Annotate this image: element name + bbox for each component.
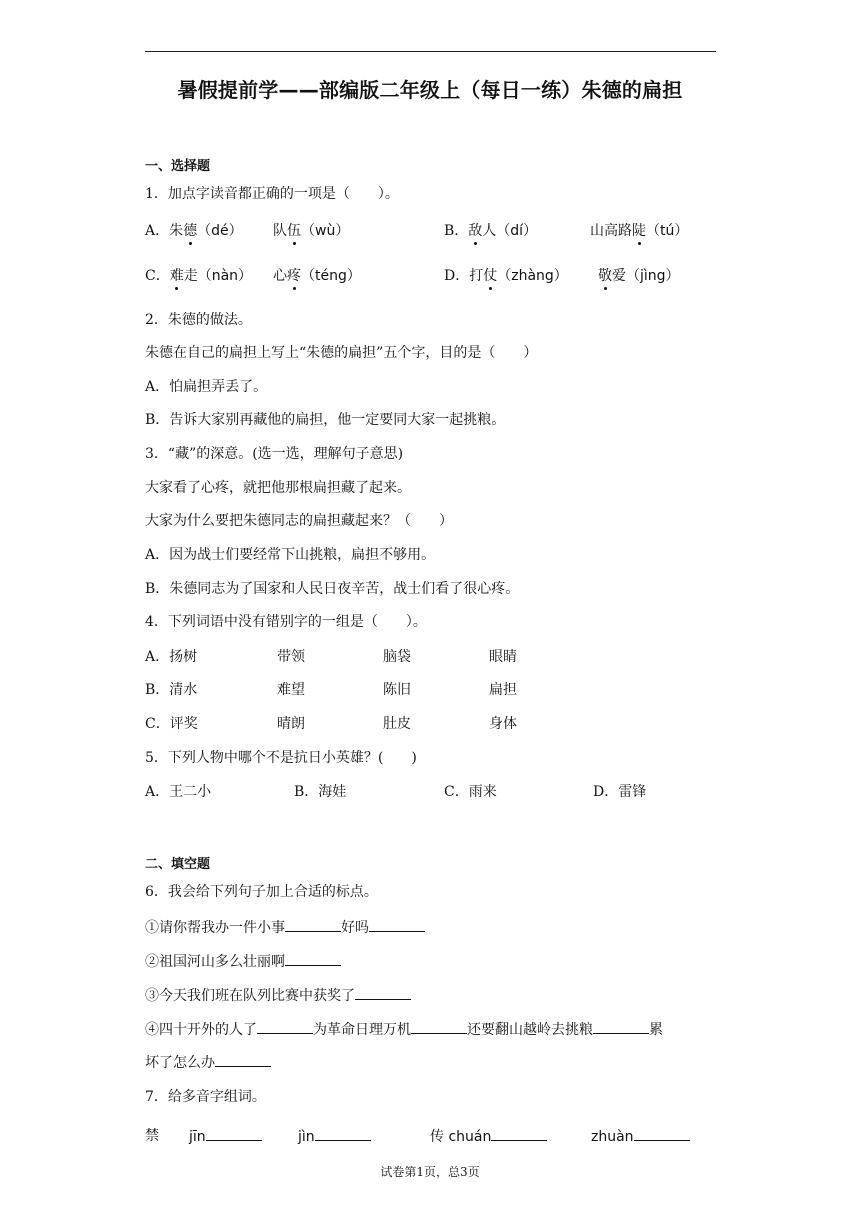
q7-char1: 禁 bbox=[145, 1128, 159, 1144]
q4-c-word2: 晴朗 bbox=[277, 716, 305, 732]
answer-blank[interactable] bbox=[315, 1126, 371, 1141]
answer-blank[interactable] bbox=[257, 1019, 313, 1034]
answer-blank[interactable] bbox=[215, 1052, 271, 1067]
q1-option-a-word2: 队伍（wù） bbox=[273, 223, 350, 239]
q1-option-d: D．打仗（zhàng） bbox=[444, 268, 568, 284]
q4-b-word3: 陈旧 bbox=[383, 682, 411, 698]
q7-stem: 7．给多音字组词。 bbox=[145, 1089, 266, 1105]
q7-pinyin1: jīn bbox=[189, 1126, 262, 1147]
q4-c-word3: 肚皮 bbox=[383, 716, 411, 732]
header-rule bbox=[145, 51, 716, 52]
page-footer: 试卷第1页，总3页 bbox=[380, 1165, 480, 1179]
q4-c-word4: 身体 bbox=[489, 716, 517, 732]
q1-option-b: B．敌人（dí） bbox=[444, 223, 538, 239]
q5-stem: 5．下列人物中哪个不是抗日小英雄？( ) bbox=[145, 750, 417, 766]
q4-a-word2: 带领 bbox=[277, 649, 305, 665]
q6-sentence2: ②祖国河山多么壮丽啊 bbox=[145, 951, 341, 972]
answer-blank[interactable] bbox=[369, 917, 425, 932]
q7-pinyin4: zhuàn bbox=[591, 1126, 690, 1147]
q4-stem: 4．下列词语中没有错别字的一组是（ ）。 bbox=[145, 614, 427, 630]
section-heading-fill: 二、填空题 bbox=[145, 857, 211, 872]
q5-option-a: A．王二小 bbox=[145, 784, 212, 800]
q2-sub: 朱德在自己的扁担上写上“朱德的扁担”五个字，目的是（ ） bbox=[145, 345, 538, 361]
answer-blank[interactable] bbox=[634, 1126, 690, 1141]
answer-blank[interactable] bbox=[206, 1126, 262, 1141]
q1-stem: 1．加点字读音都正确的一项是（ ）。 bbox=[145, 186, 399, 202]
q1-option-d-word2: 敬爱（jìng） bbox=[598, 268, 680, 284]
q2-stem: 2．朱德的做法。 bbox=[145, 312, 252, 328]
q4-a-word4: 眼睛 bbox=[489, 649, 517, 665]
q6-sentence3: ③今天我们班在队列比赛中获奖了 bbox=[145, 985, 411, 1006]
q4-b-word1: B．清水 bbox=[145, 682, 198, 698]
page-title: 暑假提前学——部编版二年级上（每日一练）朱德的扁担 bbox=[177, 78, 683, 102]
q5-option-d: D．雷锋 bbox=[593, 784, 647, 800]
q4-b-word4: 扁担 bbox=[489, 682, 517, 698]
q7-char2: 传 chuán bbox=[430, 1126, 547, 1147]
q2-option-a: A．怕扁担弄丢了。 bbox=[145, 379, 268, 395]
q6-stem: 6．我会给下列句子加上合适的标点。 bbox=[145, 884, 378, 900]
q6-sentence4: ④四十开外的人了 为革命日理万机 还要翻山越岭去挑粮 累 bbox=[145, 1019, 663, 1040]
answer-blank[interactable] bbox=[355, 985, 411, 1000]
q5-option-b: B．海娃 bbox=[294, 784, 347, 800]
answer-blank[interactable] bbox=[285, 951, 341, 966]
section-heading-choice: 一、选择题 bbox=[145, 159, 211, 174]
answer-blank[interactable] bbox=[411, 1019, 467, 1034]
answer-blank[interactable] bbox=[491, 1126, 547, 1141]
q3-stem: 3．“藏”的深意。(选一选，理解句子意思) bbox=[145, 446, 404, 462]
q4-c-word1: C．评奖 bbox=[145, 716, 198, 732]
q1-option-a: A．朱德（dé） bbox=[145, 223, 243, 239]
answer-blank[interactable] bbox=[593, 1019, 649, 1034]
answer-blank[interactable] bbox=[285, 917, 341, 932]
q5-option-c: C．雨来 bbox=[444, 784, 497, 800]
q3-sentence2: 大家为什么要把朱德同志的扁担藏起来？（ ） bbox=[145, 513, 453, 529]
q1-option-c: C．难走（nàn） bbox=[145, 268, 253, 284]
q1-option-b-word2: 山高路陡（tú） bbox=[590, 223, 689, 239]
q4-a-word3: 脑袋 bbox=[383, 649, 411, 665]
q3-option-a: A．因为战士们要经常下山挑粮，扁担不够用。 bbox=[145, 547, 436, 563]
q4-a-word1: A．扬树 bbox=[145, 649, 198, 665]
q4-b-word2: 难望 bbox=[277, 682, 305, 698]
q6-sentence4-cont: 坏了怎么办 bbox=[145, 1052, 271, 1073]
q3-sentence1: 大家看了心疼，就把他那根扁担藏了起来。 bbox=[145, 480, 411, 496]
q1-option-c-word2: 心疼（téng） bbox=[273, 268, 361, 284]
q3-option-b: B．朱德同志为了国家和人民日夜辛苦，战士们看了很心疼。 bbox=[145, 581, 520, 597]
q2-option-b: B．告诉大家别再藏他的扁担，他一定要同大家一起挑粮。 bbox=[145, 412, 506, 428]
q7-pinyin2: jìn bbox=[298, 1126, 371, 1147]
q6-sentence1: ①请你帮我办一件小事 好吗 bbox=[145, 917, 425, 938]
